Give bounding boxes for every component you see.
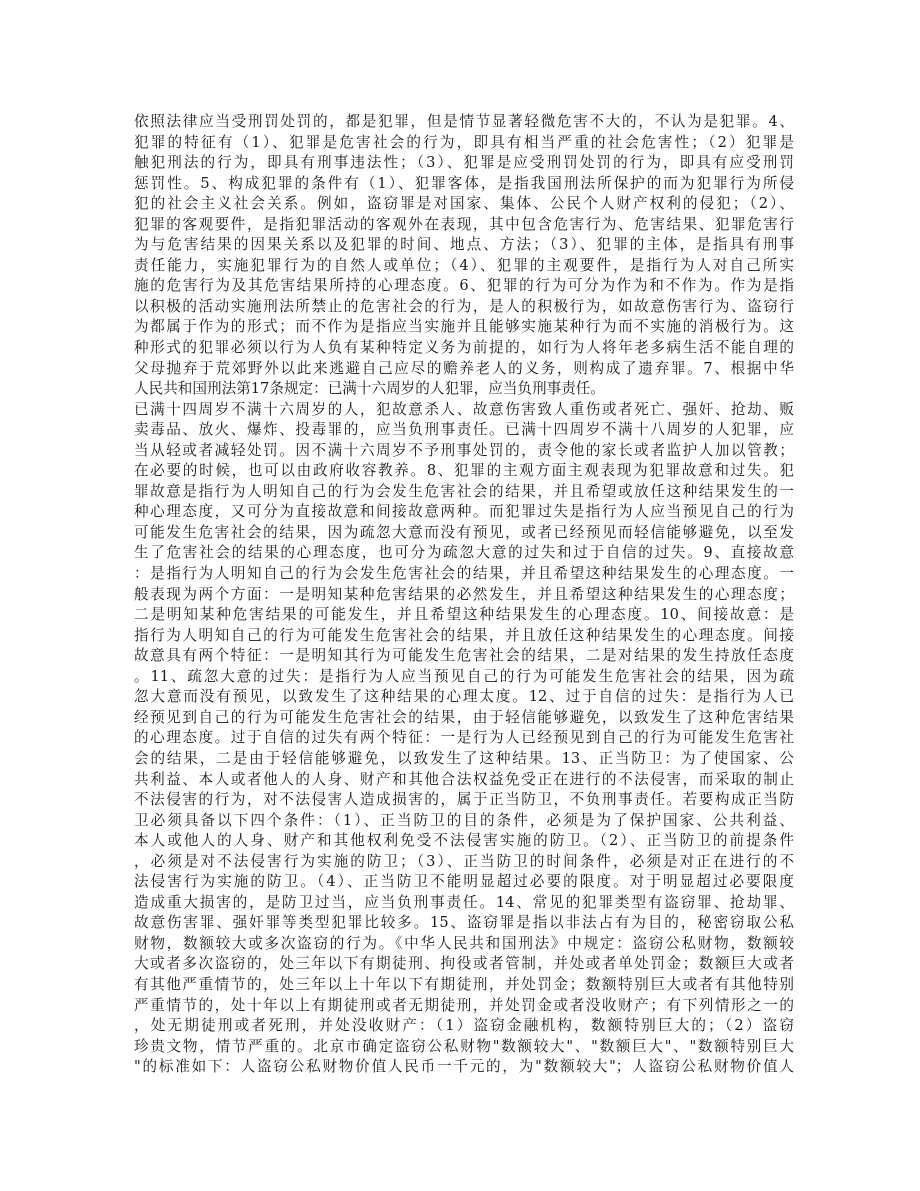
text-line: 种形式的犯罪必须以行为人负有某种特定义务为前提的，如行为人将年老多病生活不能自理的 (134, 339, 794, 357)
text-line: 的心理态度。过于自信的过失有两个特征：一是行为人已经预见到自己的行为可能发生危害社 (134, 729, 794, 747)
text-line: 严重情节的，处十年以上有期徒刑或者无期徒刑，并处罚金或者没收财产；有下列情形之一的 (134, 996, 794, 1014)
text-line: 犯罪的特征有（1）、犯罪是危害社会的行为，即具有相当严重的社会危害性；（2）犯罪是 (134, 133, 794, 151)
text-line: 已满十四周岁不满十六周岁的人，犯故意杀人、故意伤害致人重伤或者死亡、强奸、抢劫、贩 (134, 400, 794, 418)
text-line: 本人或他人的人身、财产和其他权利免受不法侵害实施的防卫。（2）、正当防卫的前提条件 (134, 832, 794, 850)
text-line: 父母抛弃于荒郊野外以此来逃避自己应尽的赡养老人的义务，则构成了遗弃罪。7、根据中华 (134, 359, 794, 377)
text-line: 法侵害行为实施的防卫。（4）、正当防卫不能明显超过必要的限度。对于明显超过必要限度 (134, 873, 794, 891)
text-line: 以积极的活动实施刑法所禁止的危害社会的行为，是人的积极行为，如故意伤害行为、盗窃行 (134, 297, 794, 315)
text-line: 生了危害社会的结果的心理态度，也可分为疏忽大意的过失和过于自信的过失。9、直接故意 (134, 544, 794, 562)
text-line: 故意伤害罪、强奸罪等类型犯罪比较多。15、盗窃罪是指以非法占有为目的，秘密窃取公私 (134, 914, 794, 932)
text-line: 二是明知某种危害结果的可能发生，并且希望这种结果发生的心理态度。10、间接故意：是 (134, 606, 794, 624)
text-line: 有其他严重情节的，处三年以上十年以下有期徒刑，并处罚金；数额特别巨大或者有其他特别 (134, 975, 794, 993)
text-line: 卫必须具备以下四个条件：（1）、正当防卫的目的条件，必须是为了保护国家、公共利益、 (134, 811, 794, 829)
text-line: 触犯刑法的行为，即具有刑事违法性；（3）、犯罪是应受刑罚处罚的行为，即具有应受刑罚 (134, 154, 794, 172)
text-line: 般表现为两个方面：一是明知某种危害结果的必然发生，并且希望这种结果发生的心理态度； (134, 585, 794, 603)
text-line: 惩罚性。5、构成犯罪的条件有（1）、犯罪客体，是指我国刑法所保护的而为犯罪行为所侵 (134, 174, 794, 192)
text-line: 。11、疏忽大意的过失：是指行为人应当预见自己的行为可能发生危害社会的结果，因为疏 (134, 667, 794, 685)
text-line: ，必须是对不法侵害行为实施的防卫；（3）、正当防卫的时间条件，必须是对正在进行的不 (134, 852, 794, 870)
text-line: 依照法律应当受刑罚处罚的，都是犯罪，但是情节显著轻微危害不大的，不认为是犯罪。4、 (134, 113, 794, 130)
text-line: 大或者多次盗窃的，处三年以下有期徒刑、拘役或者管制，并处或者单处罚金；数额巨大或者 (134, 955, 794, 973)
text-line: 经预见到自己的行为可能发生危害社会的结果，由于轻信能够避免，以致发生了这种危害结果 (134, 708, 794, 726)
text-line: 为都属于作为的形式；而不作为是指应当实施并且能够实施某种行为而不实施的消极行为。这 (134, 318, 794, 336)
text-line: 施的危害行为及其危害结果所持的心理态度。6、犯罪的行为可分为作为和不作为。作为是指 (134, 277, 794, 295)
body-text (134, 112, 794, 1078)
text-line: 忽大意而没有预见，以致发生了这种结果的心理太度。12、过于自信的过失：是指行为人已 (134, 688, 794, 706)
text-line: 罪故意是指行为人明知自己的行为会发生危害社会的结果，并且希望或放任这种结果发生的一 (134, 482, 794, 500)
text-line: 人民共和国刑法第17条规定：已满十六周岁的人犯罪，应当负刑事责任。 (134, 380, 605, 398)
text-line: 可能发生危害社会的结果，因为疏忽大意而没有预见，或者已经预见而轻信能够避免，以至发 (134, 523, 794, 541)
text-line: 卖毒品、放火、爆炸、投毒罪的，应当负刑事责任。已满十四周岁不满十八周岁的人犯罪，应 (134, 421, 794, 439)
text-line: 共利益、本人或者他人的人身、财产和其他合法权益免受正在进行的不法侵害，而采取的制止 (134, 770, 794, 788)
text-line: 当从轻或者减轻处罚。因不满十六周岁不予刑事处罚的，责令他的家长或者监护人加以管教； (134, 441, 794, 459)
text-line: 种心理态度，又可分为直接故意和间接故意两种。而犯罪过失是指行为人应当预见自己的行为 (134, 503, 794, 521)
text-line: 责任能力，实施犯罪行为的自然人或单位；（4）、犯罪的主观要件，是指行为人对自己所实 (134, 256, 794, 274)
text-line: 会的结果，二是由于轻信能够避免，以致发生了这种结果。13、正当防卫：为了使国家、公 (134, 749, 794, 767)
text-line: 不法侵害的行为，对不法侵害人造成损害的，属于正当防卫，不负刑事责任。若要构成正当防 (134, 791, 794, 809)
text-line: "的标准如下：人盗窃公私财物价值人民币一千元的，为"数额较大"；人盗窃公私财物价值人 (134, 1058, 794, 1076)
text-line: 指行为人明知自己的行为可能发生危害社会的结果，并且放任这种结果发生的心理态度。间接 (134, 626, 794, 644)
text-line: 财物，数额较大或多次盗窃的行为。《中华人民共和国刑法》中规定：盗窃公私财物，数额较 (134, 934, 794, 952)
text-line: ：是指行为人明知自己的行为会发生危害社会的结果，并且希望这种结果发生的心理态度。一 (134, 565, 794, 583)
text-line: 为与危害结果的因果关系以及犯罪的时间、地点、方法；（3）、犯罪的主体，是指具有刑事 (134, 236, 794, 254)
text-line: 故意具有两个特征：一是明知其行为可能发生危害社会的结果，二是对结果的发生持放任态度 (134, 647, 794, 665)
text-line: 造成重大损害的，是防卫过当，应当负刑事责任。14、常见的犯罪类型有盗窃罪、抢劫罪、 (134, 893, 794, 911)
text-line: 犯罪的客观要件，是指犯罪活动的客观外在表现，其中包含危害行为、危害结果、犯罪危害行 (134, 215, 794, 233)
text-line: ，处无期徒刑或者死刑，并处没收财产：（1）盗窃金融机构，数额特别巨大的；（2）盗窃 (134, 1017, 794, 1035)
text-line: 在必要的时候，也可以由政府收容教养。8、犯罪的主观方面主观表现为犯罪故意和过失。犯 (134, 462, 794, 480)
text-line: 珍贵文物，情节严重的。北京市确定盗窃公私财物"数额较大"、"数额巨大"、"数额特别巨大 (134, 1037, 794, 1055)
text-line: 犯的社会主义社会关系。例如，盗窃罪是对国家、集体、公民个人财产权利的侵犯；（2）、 (134, 195, 794, 213)
